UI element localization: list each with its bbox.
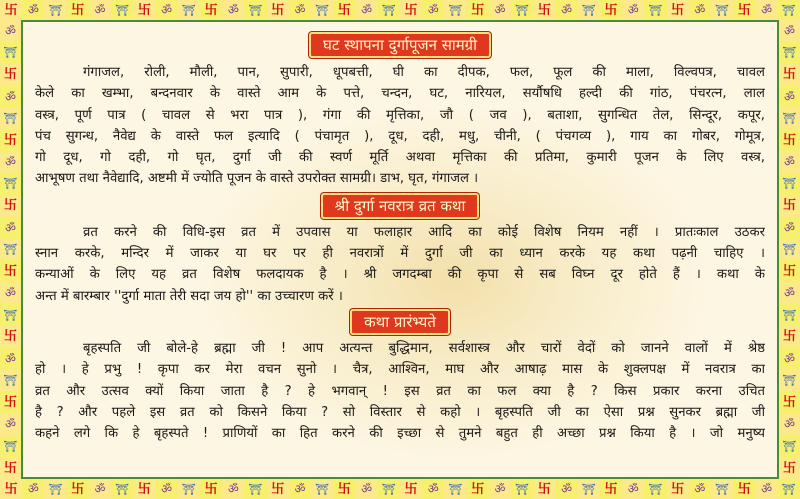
om-icon: ॐ <box>755 479 777 499</box>
temple-icon: ⛩ <box>0 370 21 392</box>
swastika-icon: 卐 <box>0 260 21 282</box>
om-icon: ॐ <box>555 0 577 20</box>
om-icon: ॐ <box>0 348 21 370</box>
temple-icon: ⛩ <box>311 479 333 499</box>
om-icon: ॐ <box>0 151 21 173</box>
decorative-border-top <box>0 0 800 20</box>
swastika-icon: 卐 <box>200 479 222 499</box>
text-line: व्रत करने की विधि-इस व्रत में उपवास या फलाहार आदि का कोई विशेष नियम नहीं । प्रातःकाल उठकर <box>83 224 765 240</box>
temple-icon: ⛩ <box>779 42 800 64</box>
om-icon: ॐ <box>289 479 311 499</box>
swastika-icon: 卐 <box>67 0 89 20</box>
temple-icon: ⛩ <box>111 479 133 499</box>
om-icon: ॐ <box>689 0 711 20</box>
om-icon: ॐ <box>779 217 800 239</box>
om-icon: ॐ <box>22 479 44 499</box>
swastika-icon: 卐 <box>0 64 21 86</box>
temple-icon: ⛩ <box>779 370 800 392</box>
swastika-icon: 卐 <box>333 0 355 20</box>
swastika-icon: 卐 <box>779 64 800 86</box>
om-icon: ॐ <box>356 0 378 20</box>
temple-icon: ⛩ <box>444 0 466 20</box>
text-line: आभूषण तथा नैवेद्यादि, अष्टमी में ज्योति पूजन के वास्ते उपरोक्त सामग्री। डाभ, घृत, गंगाजल । <box>35 171 479 187</box>
heading-katha-prarambh: कथा प्रारंभ्यते <box>350 309 450 335</box>
swastika-icon: 卐 <box>200 0 222 20</box>
temple-icon: ⛩ <box>711 479 733 499</box>
om-icon: ॐ <box>156 479 178 499</box>
paragraph-vrat-vidhi <box>23 222 777 307</box>
temple-icon: ⛩ <box>0 304 21 326</box>
om-icon: ॐ <box>356 479 378 499</box>
temple-icon: ⛩ <box>578 479 600 499</box>
swastika-icon: 卐 <box>133 479 155 499</box>
om-icon: ॐ <box>22 0 44 20</box>
temple-icon: ⛩ <box>44 479 66 499</box>
temple-icon: ⛩ <box>178 0 200 20</box>
swastika-icon: 卐 <box>67 479 89 499</box>
heading-vrat-katha: श्री दुर्गा नवरात्र व्रत कथा <box>321 193 480 219</box>
om-icon: ॐ <box>779 86 800 108</box>
temple-icon: ⛩ <box>178 479 200 499</box>
om-icon: ॐ <box>422 479 444 499</box>
swastika-icon: 卐 <box>0 195 21 217</box>
text-line: कन्याओं के लिए यह व्रत विशेष फलदायक है । श्री जगदम्बा की कृपा से सब विघ्न दूर होते हैं । कथा के <box>35 267 765 283</box>
decorative-border-right <box>779 20 800 479</box>
text-line: हो । हे प्रभु ! कृपा कर मेरा वचन सुनो । चैत्र, आश्विन, माघ और आषाढ़ मास के शुक्लपक्ष में नवरात्र का <box>35 362 765 378</box>
temple-icon: ⛩ <box>644 0 666 20</box>
temple-icon: ⛩ <box>779 435 800 457</box>
heading-puja-samagri: घट स्थापना दुर्गापूजन सामग्री <box>309 32 491 58</box>
temple-icon: ⛩ <box>0 239 21 261</box>
temple-icon: ⛩ <box>0 435 21 457</box>
text-line: पंच सुगन्ध, नैवेद्य के वास्ते फल इत्यादि ( पंचामृत ), दूध, दही, मधु, चीनी, ( पंचगव्य ), गाय का गोबर, गोमूत्र, <box>35 128 765 144</box>
swastika-icon: 卐 <box>267 479 289 499</box>
om-icon: ॐ <box>779 282 800 304</box>
swastika-icon: 卐 <box>779 260 800 282</box>
swastika-icon: 卐 <box>533 479 555 499</box>
swastika-icon: 卐 <box>600 0 622 20</box>
text-line: व्रत और उत्सव क्यों किया जाता है ? हे भगवान् ! इस व्रत का फल क्या है ? किस प्रकार करना उचित <box>35 383 765 399</box>
temple-icon: ⛩ <box>0 107 21 129</box>
swastika-icon: 卐 <box>733 479 755 499</box>
temple-icon: ⛩ <box>711 0 733 20</box>
temple-icon: ⛩ <box>779 304 800 326</box>
om-icon: ॐ <box>0 217 21 239</box>
om-icon: ॐ <box>689 479 711 499</box>
swastika-icon: 卐 <box>779 129 800 151</box>
text-line: बृहस्पति जी बोले-हे ब्रह्मा जी ! आप अत्यन्त बुद्धिमान, सर्वशास्त्र और चारों वेदों को जानने वालों में श्रेष्ठ <box>83 340 765 356</box>
om-icon: ॐ <box>0 282 21 304</box>
swastika-icon: 卐 <box>733 0 755 20</box>
swastika-icon: 卐 <box>0 0 22 20</box>
om-icon: ॐ <box>222 479 244 499</box>
temple-icon: ⛩ <box>378 0 400 20</box>
text-line: है ? और पहले इस व्रत को किसने किया ? सो विस्तार से कहो । बृहस्पति जी का ऐसा प्रश्न सुनकर ब्रह्मा जी <box>35 404 765 420</box>
decorative-border-bottom <box>0 479 800 499</box>
om-icon: ॐ <box>779 348 800 370</box>
om-icon: ॐ <box>755 0 777 20</box>
swastika-icon: 卐 <box>779 195 800 217</box>
om-icon: ॐ <box>289 0 311 20</box>
temple-icon: ⛩ <box>779 173 800 195</box>
temple-icon: ⛩ <box>578 0 600 20</box>
om-icon: ॐ <box>0 86 21 108</box>
swastika-icon: 卐 <box>0 129 21 151</box>
text-line: गंगाजल, रोली, मौली, पान, सुपारी, धूपबत्ती, घी का दीपक, फल, फूल की माला, विल्वपत्र, चावल <box>83 65 765 80</box>
om-icon: ॐ <box>89 479 111 499</box>
om-icon: ॐ <box>555 479 577 499</box>
temple-icon: ⛩ <box>311 0 333 20</box>
swastika-icon: 卐 <box>467 479 489 499</box>
text-line: केले का खम्भा, बन्दनवार के वास्ते आम के पत्ते, चन्दन, घट, नारियल, सर्यौषधि हल्दी की गांठ, पंचरत्न, लाल <box>35 86 765 102</box>
swastika-icon: 卐 <box>467 0 489 20</box>
paragraph-katha <box>23 338 777 444</box>
swastika-icon: 卐 <box>0 392 21 414</box>
om-icon: ॐ <box>89 0 111 20</box>
swastika-icon: 卐 <box>267 0 289 20</box>
temple-icon: ⛩ <box>111 0 133 20</box>
temple-icon: ⛩ <box>444 479 466 499</box>
swastika-icon: 卐 <box>133 0 155 20</box>
text-line: गो दूध, गो दही, गो घृत, दुर्गा जी की स्वर्ण मूर्ति अथवा मृत्तिका की प्रतिमा, कुमारी पूजन के लिए वस्त्र, <box>35 150 765 166</box>
text-line: वस्त्र, पूर्ण पात्र ( चावल से भरा पात्र ), गंगा की मृत्तिका, जौ ( जव ), बताशा, सुगन्धित तेल, सिन्दूर, कपूर, <box>35 107 765 123</box>
om-icon: ॐ <box>222 0 244 20</box>
temple-icon: ⛩ <box>511 479 533 499</box>
swastika-icon: 卐 <box>0 479 22 499</box>
swastika-icon: 卐 <box>333 479 355 499</box>
swastika-icon: 卐 <box>400 0 422 20</box>
swastika-icon: 卐 <box>600 479 622 499</box>
temple-icon: ⛩ <box>779 239 800 261</box>
text-line: स्नान करके, मन्दिर में जाकर या घर पर ही नवरात्रों में दुर्गा जी का ध्यान करके यह कथा पढ़नी चाहिए । <box>35 246 765 262</box>
temple-icon: ⛩ <box>378 479 400 499</box>
swastika-icon: 卐 <box>533 0 555 20</box>
om-icon: ॐ <box>0 20 21 42</box>
temple-icon: ⛩ <box>779 107 800 129</box>
swastika-icon: 卐 <box>0 326 21 348</box>
temple-icon: ⛩ <box>44 0 66 20</box>
om-icon: ॐ <box>156 0 178 20</box>
om-icon: ॐ <box>489 0 511 20</box>
temple-icon: ⛩ <box>778 479 800 499</box>
swastika-icon: 卐 <box>779 326 800 348</box>
swastika-icon: 卐 <box>779 457 800 479</box>
om-icon: ॐ <box>779 151 800 173</box>
temple-icon: ⛩ <box>244 0 266 20</box>
text-line: कहने लगे कि हे बृहस्पते ! प्राणियों का हित करने की इच्छा से तुमने बहुत ही अच्छा प्रश्न किया है । जो मनुष्य <box>35 426 765 442</box>
temple-icon: ⛩ <box>0 42 21 64</box>
text-panel <box>21 20 779 479</box>
swastika-icon: 卐 <box>667 0 689 20</box>
temple-icon: ⛩ <box>778 0 800 20</box>
om-icon: ॐ <box>622 0 644 20</box>
swastika-icon: 卐 <box>400 479 422 499</box>
temple-icon: ⛩ <box>644 479 666 499</box>
paragraph-puja-samagri <box>23 62 777 190</box>
swastika-icon: 卐 <box>0 457 21 479</box>
temple-icon: ⛩ <box>244 479 266 499</box>
om-icon: ॐ <box>422 0 444 20</box>
om-icon: ॐ <box>779 20 800 42</box>
om-icon: ॐ <box>779 413 800 435</box>
om-icon: ॐ <box>0 413 21 435</box>
text-line: अन्त में बारम्बार ''दुर्गा माता तेरी सदा जय हो'' का उच्चारण करें । <box>35 288 343 304</box>
om-icon: ॐ <box>489 479 511 499</box>
decorative-border-left <box>0 20 21 479</box>
temple-icon: ⛩ <box>0 173 21 195</box>
swastika-icon: 卐 <box>779 392 800 414</box>
swastika-icon: 卐 <box>667 479 689 499</box>
temple-icon: ⛩ <box>511 0 533 20</box>
om-icon: ॐ <box>622 479 644 499</box>
